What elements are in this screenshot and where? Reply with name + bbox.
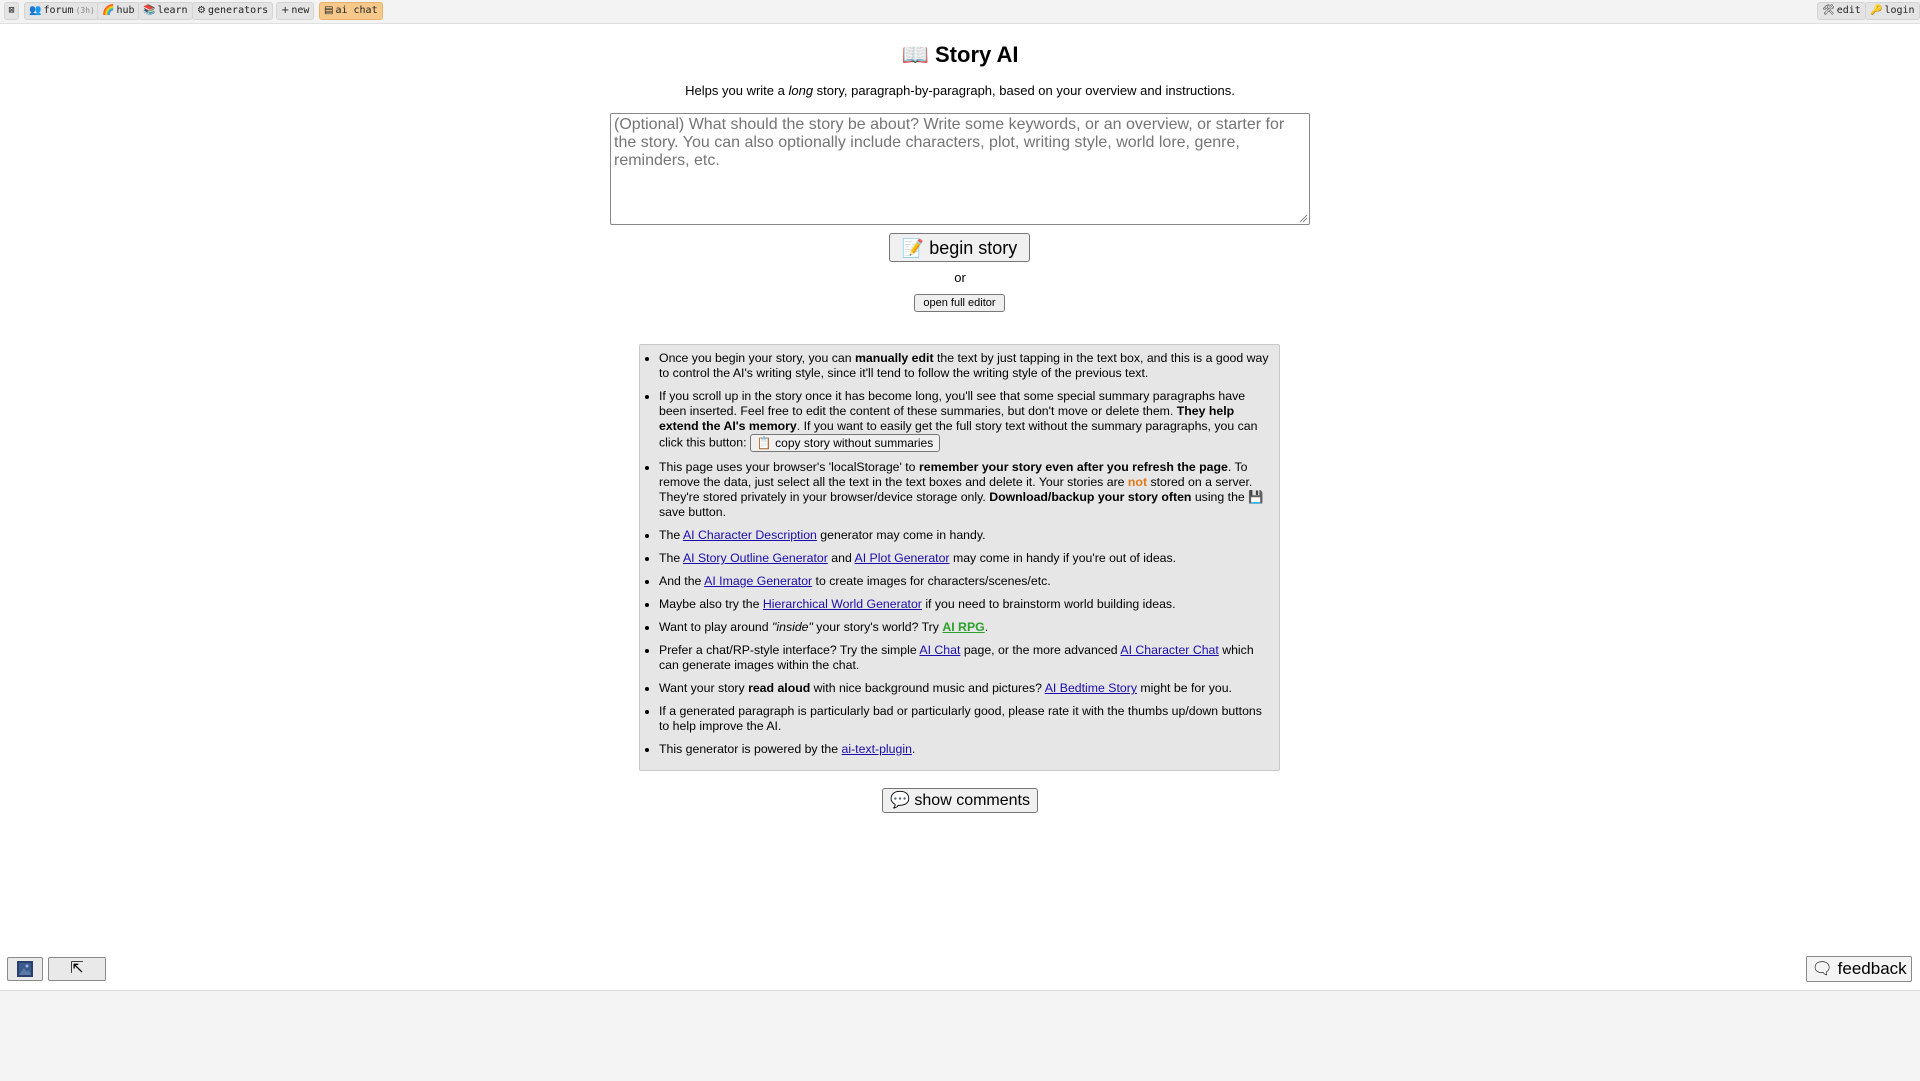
grid-icon: ⊠ xyxy=(8,5,15,16)
nav-learn-label: learn xyxy=(157,5,188,16)
tip-text: which can generate images within the chat. xyxy=(659,643,1254,672)
link-ai-text-plugin[interactable]: ai-text-plugin xyxy=(841,742,912,756)
link-hierarchical-world-generator[interactable]: Hierarchical World Generator xyxy=(762,597,922,611)
tip-item xyxy=(659,597,1271,612)
tip-bold: read aloud xyxy=(748,681,811,695)
tip-text: and xyxy=(827,551,855,565)
nav-ai-chat-label: ai chat xyxy=(335,5,378,16)
tips-list xyxy=(640,345,1279,757)
top-nav-bar xyxy=(0,0,1920,24)
link-ai-plot-generator[interactable]: AI Plot Generator xyxy=(854,551,950,565)
tip-text: The xyxy=(659,551,683,565)
tip-text: And the xyxy=(659,574,705,588)
tip-item xyxy=(659,681,1271,696)
tip-text: may come in handy if you're out of ideas. xyxy=(949,551,1177,565)
link-ai-chat[interactable]: AI Chat xyxy=(919,643,961,657)
tip-bold: manually edit xyxy=(854,351,934,365)
link-ai-character-description[interactable]: AI Character Description xyxy=(682,528,817,542)
nav-edit[interactable] xyxy=(1817,2,1866,20)
tip-item xyxy=(659,460,1271,520)
tips-panel xyxy=(639,344,1280,771)
tip-bold: They help extend the AI's memory xyxy=(659,404,1235,433)
tools-icon: 🛠 xyxy=(1822,5,1835,16)
tip-text: with nice background music and pictures? xyxy=(810,681,1045,695)
tip-text: Want to play around xyxy=(659,620,773,634)
tip-text: . To remove the data, just select all the text in the text boxes and delete it. Your stories are xyxy=(659,460,1248,489)
back-to-top-button[interactable] xyxy=(48,957,106,981)
or-separator: or xyxy=(954,270,966,285)
tip-text: If you scroll up in the story once it has become long, you'll see that some special summary paragraphs have been inserted. Feel free to edit the content of these summaries, but don't move or delete them. xyxy=(659,389,1246,418)
nav-login-label: login xyxy=(1884,5,1915,16)
begin-story-button[interactable] xyxy=(889,233,1030,262)
tip-item xyxy=(659,704,1271,734)
link-ai-image-generator[interactable]: AI Image Generator xyxy=(704,574,813,588)
copy-without-summaries-button[interactable]: 📋 copy story without summaries xyxy=(750,434,940,452)
subtitle-post: story, paragraph-by-paragraph, based on your overview and instructions. xyxy=(813,83,1235,98)
tip-text: might be for you. xyxy=(1136,681,1232,695)
memo-icon: 📝 xyxy=(901,237,925,258)
tip-text: . xyxy=(911,742,916,756)
nav-edit-label: edit xyxy=(1836,5,1861,16)
tip-text: your story's world? Try xyxy=(812,620,943,634)
feedback-button[interactable] xyxy=(1806,956,1912,982)
arrow-up-left-icon: ⇱ xyxy=(70,960,84,977)
gear-icon: ⚙ xyxy=(197,5,206,16)
nav-hub-label: hub xyxy=(116,5,135,16)
forum-count: (3h) xyxy=(75,6,95,15)
link-ai-bedtime-story[interactable]: AI Bedtime Story xyxy=(1044,681,1137,695)
tip-item xyxy=(659,643,1271,673)
tip-bold: remember your story even after you refresh the page xyxy=(918,460,1228,474)
tip-text: The xyxy=(659,528,683,542)
feedback-label: feedback xyxy=(1837,959,1907,978)
speech-bubble-icon: 🗨 xyxy=(1811,959,1833,978)
tip-text: the text by just tapping in the text box, and this is a good way to control the AI's writing style, since it'll tend to follow the writing style of the previous text. xyxy=(659,351,1269,380)
nav-menu-toggle[interactable] xyxy=(4,2,19,20)
nav-generators[interactable] xyxy=(192,2,273,20)
tip-text: Want your story xyxy=(659,681,749,695)
books-icon: 📚 xyxy=(143,5,156,16)
tip-text: if you need to brainstorm world building ideas. xyxy=(921,597,1176,611)
nav-login[interactable] xyxy=(1865,2,1920,20)
page-title-text: Story AI xyxy=(935,42,1019,67)
book-icon: 📖 xyxy=(901,42,929,67)
nav-forum[interactable] xyxy=(24,2,100,20)
nav-hub[interactable] xyxy=(97,2,140,20)
tip-text: . xyxy=(984,620,989,634)
key-icon: 🔑 xyxy=(1870,5,1883,16)
open-full-editor-button[interactable]: open full editor xyxy=(914,294,1005,312)
nav-ai-chat[interactable] xyxy=(319,2,383,20)
speech-bubble-icon: 💬 xyxy=(890,791,910,809)
tip-text: page, or the more advanced xyxy=(960,643,1121,657)
nav-learn[interactable] xyxy=(138,2,193,20)
chat-window-icon: ▤ xyxy=(324,5,334,16)
tip-item xyxy=(659,574,1271,589)
tip-item xyxy=(659,742,1271,757)
link-ai-rpg[interactable]: AI RPG xyxy=(942,620,985,634)
people-icon: 👥 xyxy=(29,5,42,16)
tip-item xyxy=(659,528,1271,543)
plus-icon: + xyxy=(281,5,290,16)
tip-text: generator may come in handy. xyxy=(816,528,986,542)
not-highlight: not xyxy=(1127,475,1148,489)
tip-text: Once you begin your story, you can xyxy=(659,351,855,365)
show-comments-button[interactable] xyxy=(882,788,1038,813)
tip-item xyxy=(659,620,1271,635)
footer-area xyxy=(0,990,1920,1081)
link-ai-story-outline-generator[interactable]: AI Story Outline Generator xyxy=(682,551,828,565)
nav-forum-label: forum xyxy=(43,5,74,16)
nav-new-label: new xyxy=(291,5,310,16)
link-ai-character-chat[interactable]: AI Character Chat xyxy=(1120,643,1219,657)
nav-generators-label: generators xyxy=(207,5,269,16)
tip-text: This generator is powered by the xyxy=(659,742,842,756)
tip-text: If a generated paragraph is particularly bad or particularly good, please rate it with the thumbs up/down buttons to help improve the AI. xyxy=(659,704,1262,733)
tip-item xyxy=(659,351,1271,381)
tip-bold: Download/backup your story often xyxy=(989,490,1192,504)
tip-text: using the 💾 save button. xyxy=(659,490,1264,519)
tip-text: stored on a server. They're stored privately in your browser/device storage only. xyxy=(659,475,1253,504)
show-comments-label: show comments xyxy=(914,791,1030,809)
tip-text: to create images for characters/scenes/etc. xyxy=(812,574,1051,588)
scenery-image-icon xyxy=(8,958,42,980)
tip-item xyxy=(659,551,1271,566)
rainbow-icon: 🌈 xyxy=(102,5,115,16)
tip-text: Prefer a chat/RP-style interface? Try the simple xyxy=(659,643,920,657)
story-overview-input[interactable] xyxy=(610,113,1310,225)
image-thumbnail-button[interactable] xyxy=(7,957,43,981)
tip-text: . If you want to easily get the full story text without the summary paragraphs, you can click this button: xyxy=(659,419,1258,450)
subtitle-emphasis: long xyxy=(788,83,814,98)
begin-story-label: begin story xyxy=(929,237,1018,258)
tip-text: This page uses your browser's 'localStorage' to xyxy=(659,460,919,474)
page-title xyxy=(0,40,1920,70)
tip-text: Maybe also try the xyxy=(659,597,763,611)
page-subtitle xyxy=(0,83,1920,99)
tip-item xyxy=(659,389,1271,452)
subtitle-pre: Helps you write a xyxy=(685,83,789,98)
nav-new[interactable] xyxy=(276,2,314,20)
tip-emphasis: "inside" xyxy=(772,620,813,634)
